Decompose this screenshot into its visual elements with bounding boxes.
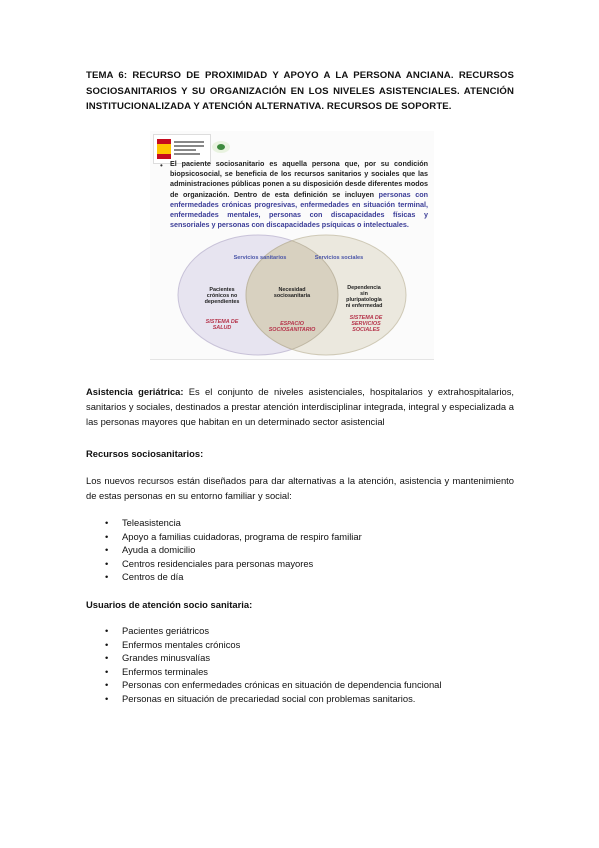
bullet-icon: • bbox=[105, 625, 109, 636]
list-item: • Centros de día bbox=[105, 571, 184, 582]
venn-left-line-1: Pacientes bbox=[209, 287, 235, 293]
list-item: • Enfermos mentales crónicos bbox=[105, 638, 241, 650]
venn-diagram bbox=[150, 231, 434, 359]
asistencia-term: Asistencia geriátrica: bbox=[86, 386, 184, 397]
venn-right-line-2: sin bbox=[360, 291, 368, 297]
figure-definition-text bbox=[170, 159, 428, 230]
venn-footer-left-2: SALUD bbox=[212, 325, 232, 331]
sociosanitario-figure bbox=[150, 131, 434, 360]
bullet-icon: • bbox=[105, 679, 109, 690]
bullet-icon: • bbox=[105, 544, 109, 555]
list-item: • Grandes minusvalías bbox=[105, 652, 211, 663]
bullet-icon: • bbox=[105, 652, 109, 663]
bullet-icon: • bbox=[105, 530, 109, 542]
venn-footer-right-1: SISTEMA DE bbox=[349, 315, 383, 321]
bullet-icon: • bbox=[105, 692, 109, 704]
asistencia-paragraph bbox=[86, 384, 514, 429]
venn-right-line-3: pluripatología bbox=[346, 297, 382, 303]
list-item: • Apoyo a familias cuidadoras, programa de respiro familiar bbox=[105, 530, 362, 542]
venn-right-line-1: Dependencia bbox=[347, 285, 381, 291]
bullet-icon: • bbox=[105, 638, 109, 650]
bullet-icon: • bbox=[105, 517, 109, 528]
recursos-list bbox=[105, 516, 362, 584]
list-item: • Personas en situación de precariedad social con problemas sanitarios. bbox=[105, 692, 416, 704]
usuarios-list bbox=[105, 624, 441, 705]
page-title: TEMA 6: RECURSO DE PROXIMIDAD Y APOYO A LA PERSONA ANCIANA. RECURSOS SOCIOSANITARIOS Y SU ORGANIZACIÓN EN LOS NIVELES ASISTENCIALES. ATENCIÓN INSTITUCIONALIZADA Y ATENCIÓN ALTERNATIVA. RECURSOS DE SOPORTE. bbox=[86, 70, 514, 112]
venn-footer-left-1: SISTEMA DE bbox=[205, 319, 239, 325]
venn-footer-right-3: SOCIALES bbox=[352, 327, 380, 333]
venn-left-line-3: dependientes bbox=[204, 299, 240, 305]
bullet-icon: • bbox=[105, 571, 109, 582]
figure-bullet: • bbox=[160, 161, 163, 170]
list-item: • Centros residenciales para personas mayores bbox=[105, 557, 314, 569]
venn-center-line-1: Necesidad bbox=[278, 287, 306, 293]
venn-footer-right-2: SERVICIOS bbox=[351, 321, 381, 327]
figure-text-main: El paciente sociosanitario es aquella persona que, por su condición biopsicosocial, se beneficia de los recursos sanitarios y sociales que las administraciones públicas ponen a su disposición desde diferentes modos de organización. Dentro de esta definición se incluyen bbox=[170, 159, 428, 199]
bullet-icon: • bbox=[105, 557, 109, 569]
usuarios-heading: Usuarios de atención socio sanitaria: bbox=[86, 599, 253, 610]
venn-center-line-2: sociosanitaria bbox=[273, 293, 311, 299]
asistencia-text: Es el conjunto de niveles asistenciales, hospitalarios y extrahospitalarios, sanitarios y sociales, destinados a prestar atención interdisciplinar integrada, integral y especializada a las personas mayores que habitan en un determinado sector asistencial bbox=[86, 386, 514, 427]
venn-footer-center-1: ESPACIO bbox=[280, 321, 304, 327]
recursos-heading: Recursos sociosanitarios: bbox=[86, 448, 204, 459]
venn-right-line-4: ni enfermedad bbox=[345, 303, 383, 309]
list-item: • Enfermos terminales bbox=[105, 665, 208, 677]
list-item: • Pacientes geriátricos bbox=[105, 625, 210, 636]
imserso-logo bbox=[212, 141, 230, 153]
venn-left-line-2: crónicos no bbox=[206, 293, 238, 299]
venn-footer-center-2: SOCIOSANITARIO bbox=[268, 327, 316, 333]
venn-label-sociales: Servicios sociales bbox=[314, 255, 364, 261]
list-item: • Ayuda a domicilio bbox=[105, 544, 196, 555]
bullet-icon: • bbox=[105, 665, 109, 677]
list-item: • Personas con enfermedades crónicas en situación de dependencia funcional bbox=[105, 679, 442, 690]
figure-text-highlight: personas con enfermedades crónicas progresivas, enfermedades en situación terminal, enfermedades mentales, personas con discapacidades físicas y sensoriales y personas con discapacidades psíquicas o intelectuales. bbox=[170, 189, 429, 230]
recursos-intro: Los nuevos recursos están diseñados para dar alternativas a la atención, asistencia y mantenimiento de estas personas en su entorno familiar y social: bbox=[86, 475, 514, 501]
venn-label-sanitarios: Servicios sanitarios bbox=[233, 255, 287, 261]
list-item: • Teleasistencia bbox=[105, 517, 181, 528]
